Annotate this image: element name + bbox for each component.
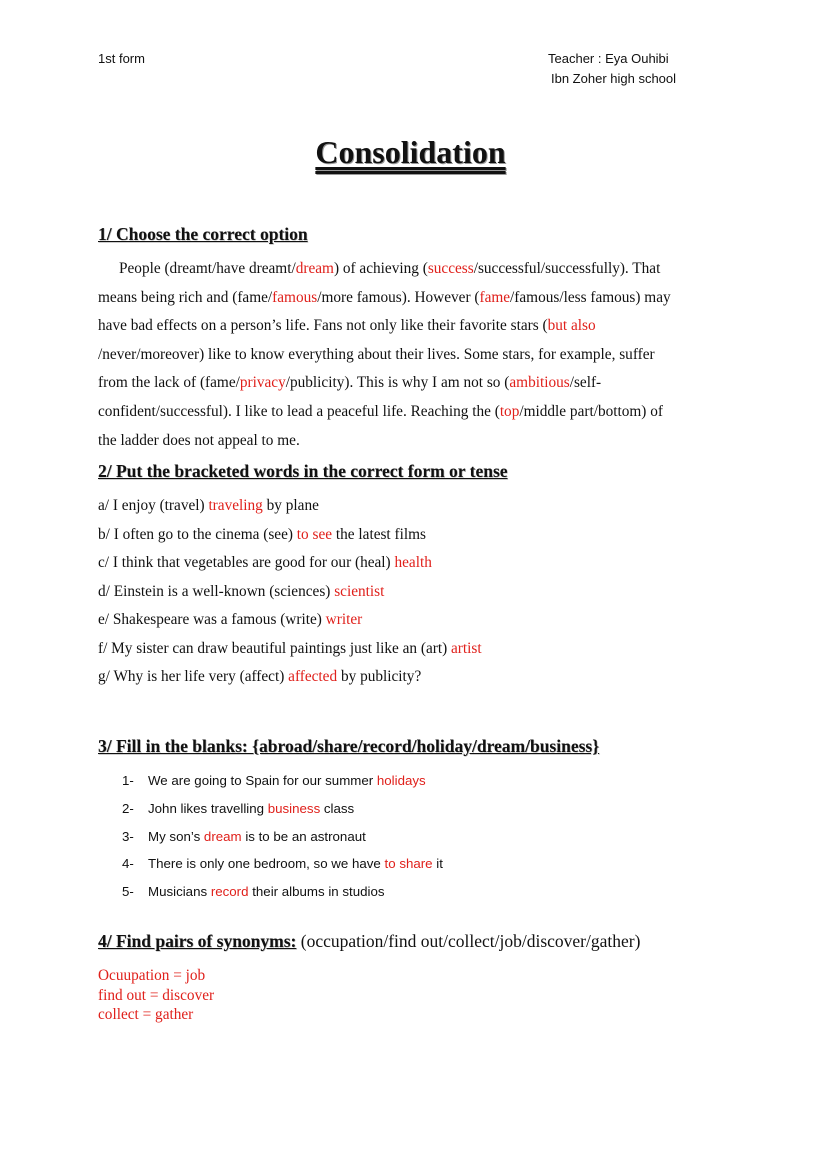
text-line: [98, 374, 601, 392]
form-label: 1st form: [98, 51, 145, 66]
text-segment: confident/successful). I like to lead a peaceful life. Reaching the (: [98, 403, 500, 420]
answer-text: dream: [203, 828, 242, 844]
text-segment: Musicians: [148, 884, 211, 900]
text-segment: class: [320, 800, 355, 816]
text-line: [98, 668, 421, 686]
answer-text: record: [210, 884, 249, 900]
text-segment: b/ I often go to the cinema (see): [98, 525, 297, 543]
text-segment: g/ Why is her life very (affect): [98, 668, 289, 685]
answer-text: dream: [295, 260, 334, 277]
text-segment: People (dreamt/have dreamt/: [119, 260, 296, 277]
item-number: 1-: [122, 773, 134, 788]
text-segment: John likes travelling: [148, 800, 268, 816]
answer-text: privacy: [239, 374, 286, 392]
text-segment: /successful/successfully). That: [473, 260, 661, 277]
text-segment: f/ My sister can draw beautiful paintings just like an (art): [98, 639, 452, 657]
answer-text: affected: [288, 668, 338, 685]
text-segment: We are going to Spain for our summer: [148, 773, 377, 788]
text-segment: by plane: [262, 497, 319, 514]
text-line: [98, 346, 655, 364]
list-item: [122, 801, 354, 816]
item-number: 2-: [122, 800, 134, 816]
text-segment: their albums in studios: [248, 884, 385, 900]
answer-text: top: [499, 403, 520, 420]
answer-text: to see: [296, 525, 333, 543]
list-item: [122, 856, 443, 871]
list-item: [122, 829, 366, 844]
answer-text: to share: [384, 856, 433, 872]
answer-text: writer: [325, 611, 363, 628]
answer-text: health: [394, 554, 432, 571]
answer-text: business: [267, 800, 321, 816]
list-item: [122, 884, 385, 899]
text-segment: have bad effects on a person’s life. Fans not only like their favorite stars (: [98, 317, 548, 335]
text-line: [98, 583, 384, 601]
synonym-pair: collect = gather: [98, 1006, 194, 1023]
text-segment: d/ Einstein is a well-known (sciences): [98, 582, 335, 600]
text-line: [98, 611, 362, 629]
answer-text: holidays: [376, 773, 426, 788]
answer-text: fame: [479, 288, 511, 306]
section4-word-list: (occupation/find out/collect/job/discover/gather): [296, 931, 641, 951]
text-segment: /middle part/bottom) of: [519, 403, 663, 420]
text-line: [98, 317, 596, 335]
answer-text: success: [427, 260, 474, 277]
text-segment: There is only one bedroom, so we have: [148, 856, 385, 872]
section4-title: [98, 931, 640, 952]
page-title: Consolidation: [315, 134, 506, 170]
school-label: Ibn Zoher high school: [551, 71, 677, 86]
item-number: 4-: [122, 856, 134, 872]
text-segment: /famous/less famous) may: [510, 288, 671, 306]
text-line: [98, 497, 319, 515]
text-line: [119, 260, 660, 278]
answer-text: artist: [451, 639, 482, 657]
section2-heading: 2/ Put the bracketed words in the correct form or tense: [98, 461, 508, 481]
synonym-pair: find out = discover: [98, 986, 215, 1004]
text-segment: the latest films: [332, 525, 426, 543]
answer-text: but also: [547, 317, 596, 335]
text-line: [98, 526, 426, 544]
text-line: [98, 554, 432, 572]
text-line: [98, 432, 300, 450]
text-segment: by publicity?: [337, 668, 422, 685]
text-segment: My son’s: [148, 828, 204, 844]
section1-heading: 1/ Choose the correct option: [98, 224, 308, 244]
text-segment: a/ I enjoy (travel): [98, 497, 209, 514]
text-segment: the ladder does not appeal to me.: [98, 431, 300, 449]
section4-heading: 4/ Find pairs of synonyms:: [98, 931, 297, 951]
text-segment: it: [432, 856, 443, 872]
text-line: [98, 289, 671, 307]
text-segment: is to be an astronaut: [241, 828, 366, 844]
answer-text: scientist: [334, 582, 385, 600]
text-segment: e/ Shakespeare was a famous (write): [98, 611, 326, 628]
text-segment: ) of achieving (: [333, 260, 428, 277]
text-segment: c/ I think that vegetables are good for our (heal): [98, 554, 395, 571]
item-number: 5-: [122, 884, 134, 900]
text-segment: /publicity). This is why I am not so (: [285, 374, 510, 392]
list-item: [122, 773, 426, 788]
text-segment: /self-: [569, 374, 602, 392]
answer-text: ambitious: [509, 374, 570, 392]
synonym-pair: Ocuupation = job: [98, 967, 206, 984]
text-line: [98, 640, 482, 658]
item-number: 3-: [122, 828, 134, 844]
text-line: [98, 403, 663, 421]
answer-text: famous: [272, 288, 318, 306]
answer-text: traveling: [208, 497, 263, 514]
text-segment: from the lack of (fame/: [98, 374, 240, 392]
teacher-label: Teacher : Eya Ouhibi: [548, 51, 669, 66]
text-segment: /never/moreover) like to know everything about their lives. Some stars, for example, suffer: [98, 345, 655, 363]
text-segment: means being rich and (fame/: [98, 288, 273, 306]
text-segment: /more famous). However (: [317, 288, 480, 306]
section3-heading: 3/ Fill in the blanks: {abroad/share/record/holiday/dream/business}: [98, 736, 600, 756]
